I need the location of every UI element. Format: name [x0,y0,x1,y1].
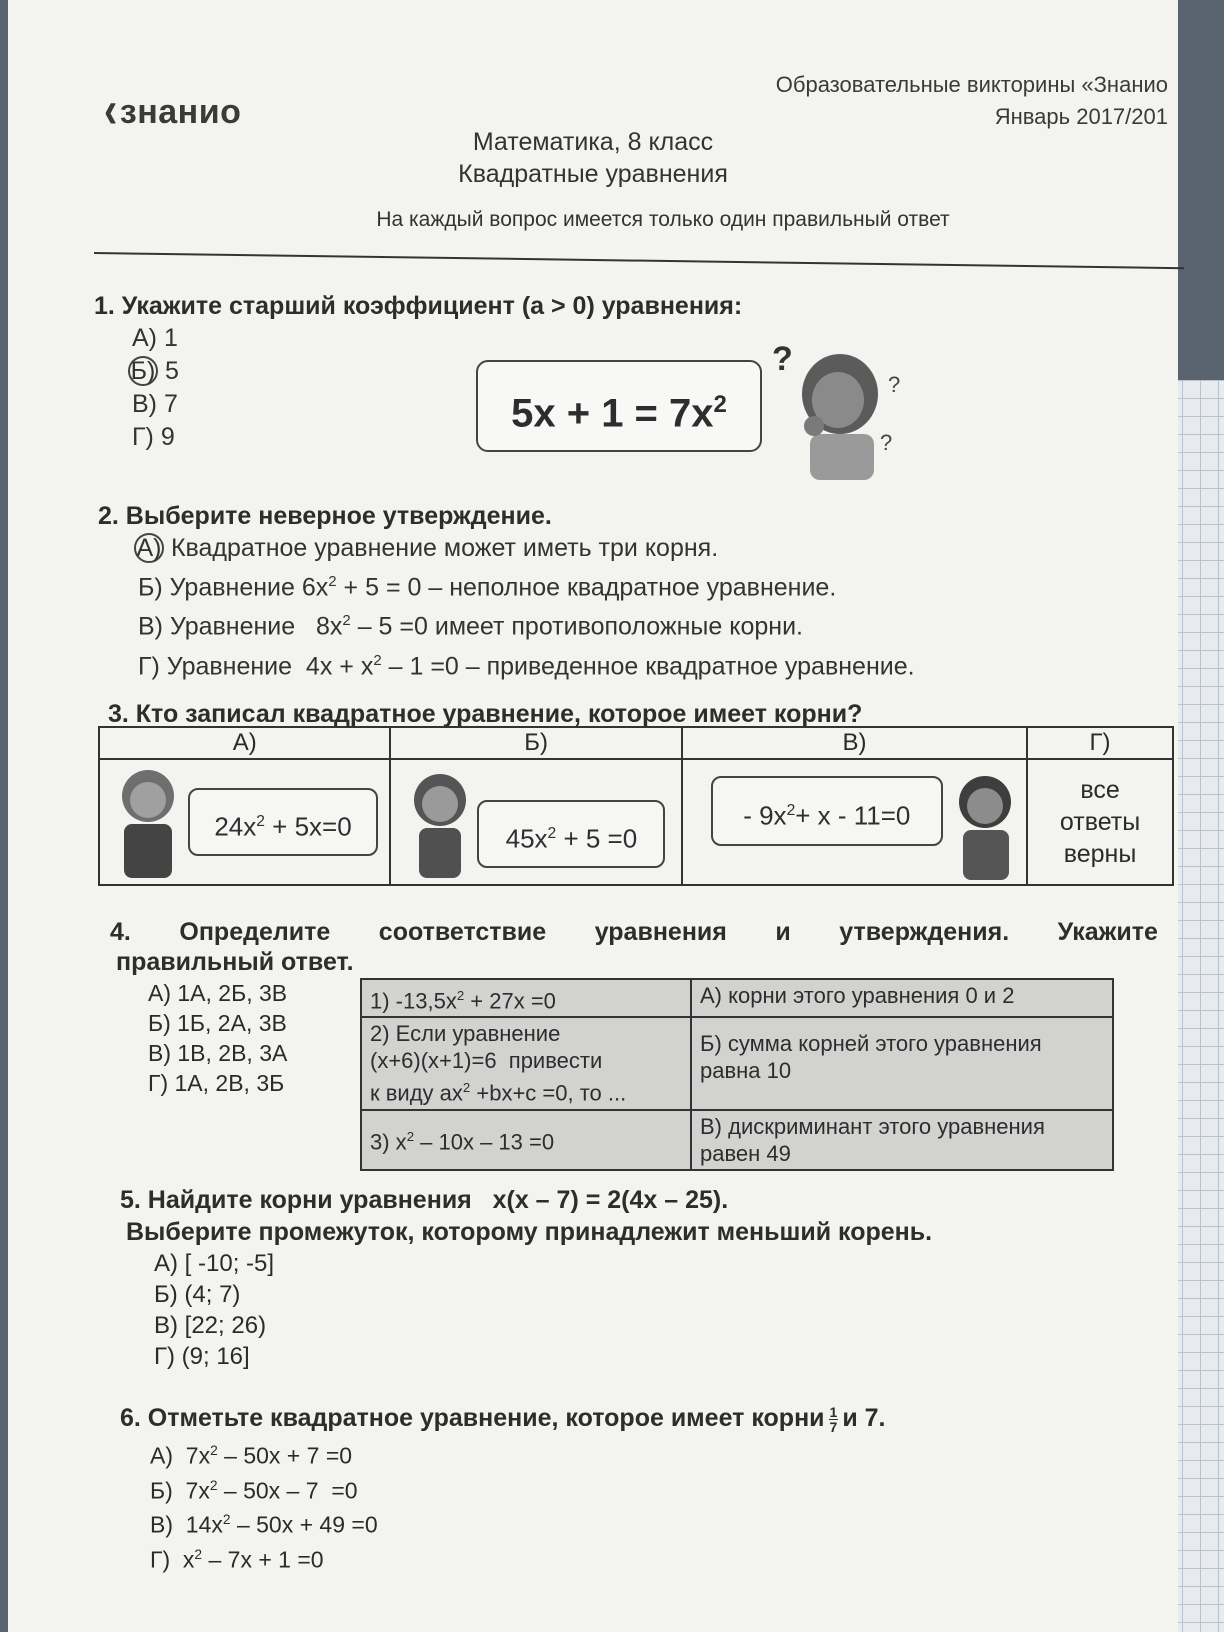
q4-option-b[interactable]: Б) 1Б, 2А, 3В [148,1010,287,1036]
svg-text:?: ? [772,340,793,378]
q3-header-c: В) [682,727,1027,759]
q6-option-c[interactable]: В) $14x^2 - 50x + 49 =0$ [150,1511,378,1538]
q3-equation-b: $45x^2 + 5 =0$ [477,800,665,868]
quiz-name: Образовательные викторины «Знанио [775,72,1168,97]
boy-pointing-illustration [110,766,186,882]
q6-option-a[interactable]: А) $7x^2 - 50x + 7 =0$ [150,1442,353,1469]
header-divider [94,252,1184,269]
boy-thumbs-up-illustration [945,772,1021,884]
q3-header-d: Г) [1027,727,1173,759]
q6-option-d[interactable]: Г) $x^2 - 7x + 1 =0$ [150,1546,324,1573]
quiz-sheet [8,0,1178,1632]
znanio-logo: ‹знанио [104,81,242,139]
q4-row3-statement: В) дискриминант этого уравнения равен 49 [691,1110,1113,1170]
thinking-boy-illustration [768,330,908,480]
q5-option-a[interactable]: А) [ -10; -5] [154,1250,275,1277]
q6-option-b[interactable]: Б) $7x^2 - 50x - 7 =0$ [150,1477,358,1504]
q3-option-d[interactable]: все ответы верны [1027,759,1173,885]
question-4-table [360,978,1114,1171]
question-2-title: 2. Выберите неверное утверждение. [98,502,552,530]
quiz-period: Январь 2017/201 [994,104,1168,129]
q5-option-b[interactable]: Б) (4; 7) [154,1281,241,1308]
instruction: На каждый вопрос имеется только один правильный ответ [376,208,950,231]
q2-option-d[interactable]: Г) Уравнение $4x + x^2 - 1 =0$ – приведенное квадратное уравнение. [138,651,915,680]
q4-row3-equation: 3) $x^2 - 10x - 13 =0$ [361,1110,691,1170]
question-5-options [154,1248,274,1372]
question-4-title: 4. Определите соответствие уравнения и утверждения. Укажите [110,918,1158,946]
question-4-options [148,978,287,1098]
topic-title: Квадратные уравнения [458,160,728,188]
q1-equation-box: $5x + 1 = 7x^2$ [476,360,762,452]
chevron-left-icon: ‹ [104,81,118,139]
q4-row2-equation: 2) Если уравнение (x+6)(x+1)=6 привести к виду $ax^2 +bx+c =0$, то ... [361,1017,691,1109]
fraction-one-seventh: $\frac{1}{7}$ [829,1403,838,1435]
q4-option-c[interactable]: В) 1В, 2В, 3А [148,1040,288,1066]
question-1-title: 1. Укажите старший коэффициент (а > 0) уравнения: [94,292,743,320]
selection-circle: Б) [128,356,158,386]
question-3-title: 3. Кто записал квадратное уравнение, которое имеет корни? [108,700,863,728]
q4-option-d[interactable]: Г) 1А, 2В, 3Б [148,1070,285,1096]
svg-text:?: ? [888,372,901,397]
q3-header-a: А) [99,727,390,759]
q2-option-c[interactable]: В) Уравнение $8x^2 - 5 =0$ имеет противоположные корни. [138,612,803,641]
q4-row1-statement: А) корни этого уравнения 0 и 2 [691,979,1113,1017]
q1-option-d[interactable]: Г) 9 [132,423,175,451]
question-2-options [138,532,915,683]
q4-row1-equation: 1) $-13,5x^2 + 27x =0$ [361,979,691,1017]
question-1-options [132,322,179,454]
q5-option-d[interactable]: Г) (9; 16] [154,1343,250,1370]
question-6-options [150,1436,378,1575]
q3-option-c[interactable] [682,759,1027,885]
q2-option-b[interactable]: Б) Уравнение $6x^2 + 5 = 0$ – неполное квадратное уравнение. [138,573,837,602]
q2-option-a-selected[interactable]: А) Квадратное уравнение может иметь три корня. [138,532,915,565]
subject-title: Математика, 8 класс [472,128,714,156]
q1-option-c[interactable]: В) 7 [132,390,178,418]
q4-row2-statement: Б) сумма корней этого уравнения равна 10 [691,1017,1113,1109]
q5-option-c[interactable]: В) [22; 26) [154,1312,267,1339]
question-3-table [98,726,1174,886]
girl-illustration [405,770,475,882]
question-4-title-line2: правильный ответ. [116,948,354,976]
svg-text:?: ? [880,430,893,455]
q3-option-a[interactable] [99,759,390,885]
q3-header-b: Б) [390,727,681,759]
question-5-title: 5. Найдите корни уравнения x(x – 7) = 2(4x – 25). [120,1186,729,1214]
question-5-subtitle: Выберите промежуток, которому принадлежит меньший корень. [126,1218,933,1246]
q3-equation-c: - $9x^2+ x - 11=0$ [711,776,943,846]
q3-option-b[interactable] [390,759,681,885]
selection-circle: А) [134,533,164,563]
q4-option-a[interactable]: А) 1А, 2Б, 3В [148,980,288,1006]
question-6-title: 6. Отметьте квадратное уравнение, которое имеет корни $\frac{1}{7}$ и 7. [120,1403,886,1435]
q1-option-a[interactable]: А) 1 [132,324,178,352]
q1-option-b-selected[interactable]: Б) 5 [132,355,179,388]
q3-equation-a: $24x^2 + 5x=0$ [188,788,378,856]
